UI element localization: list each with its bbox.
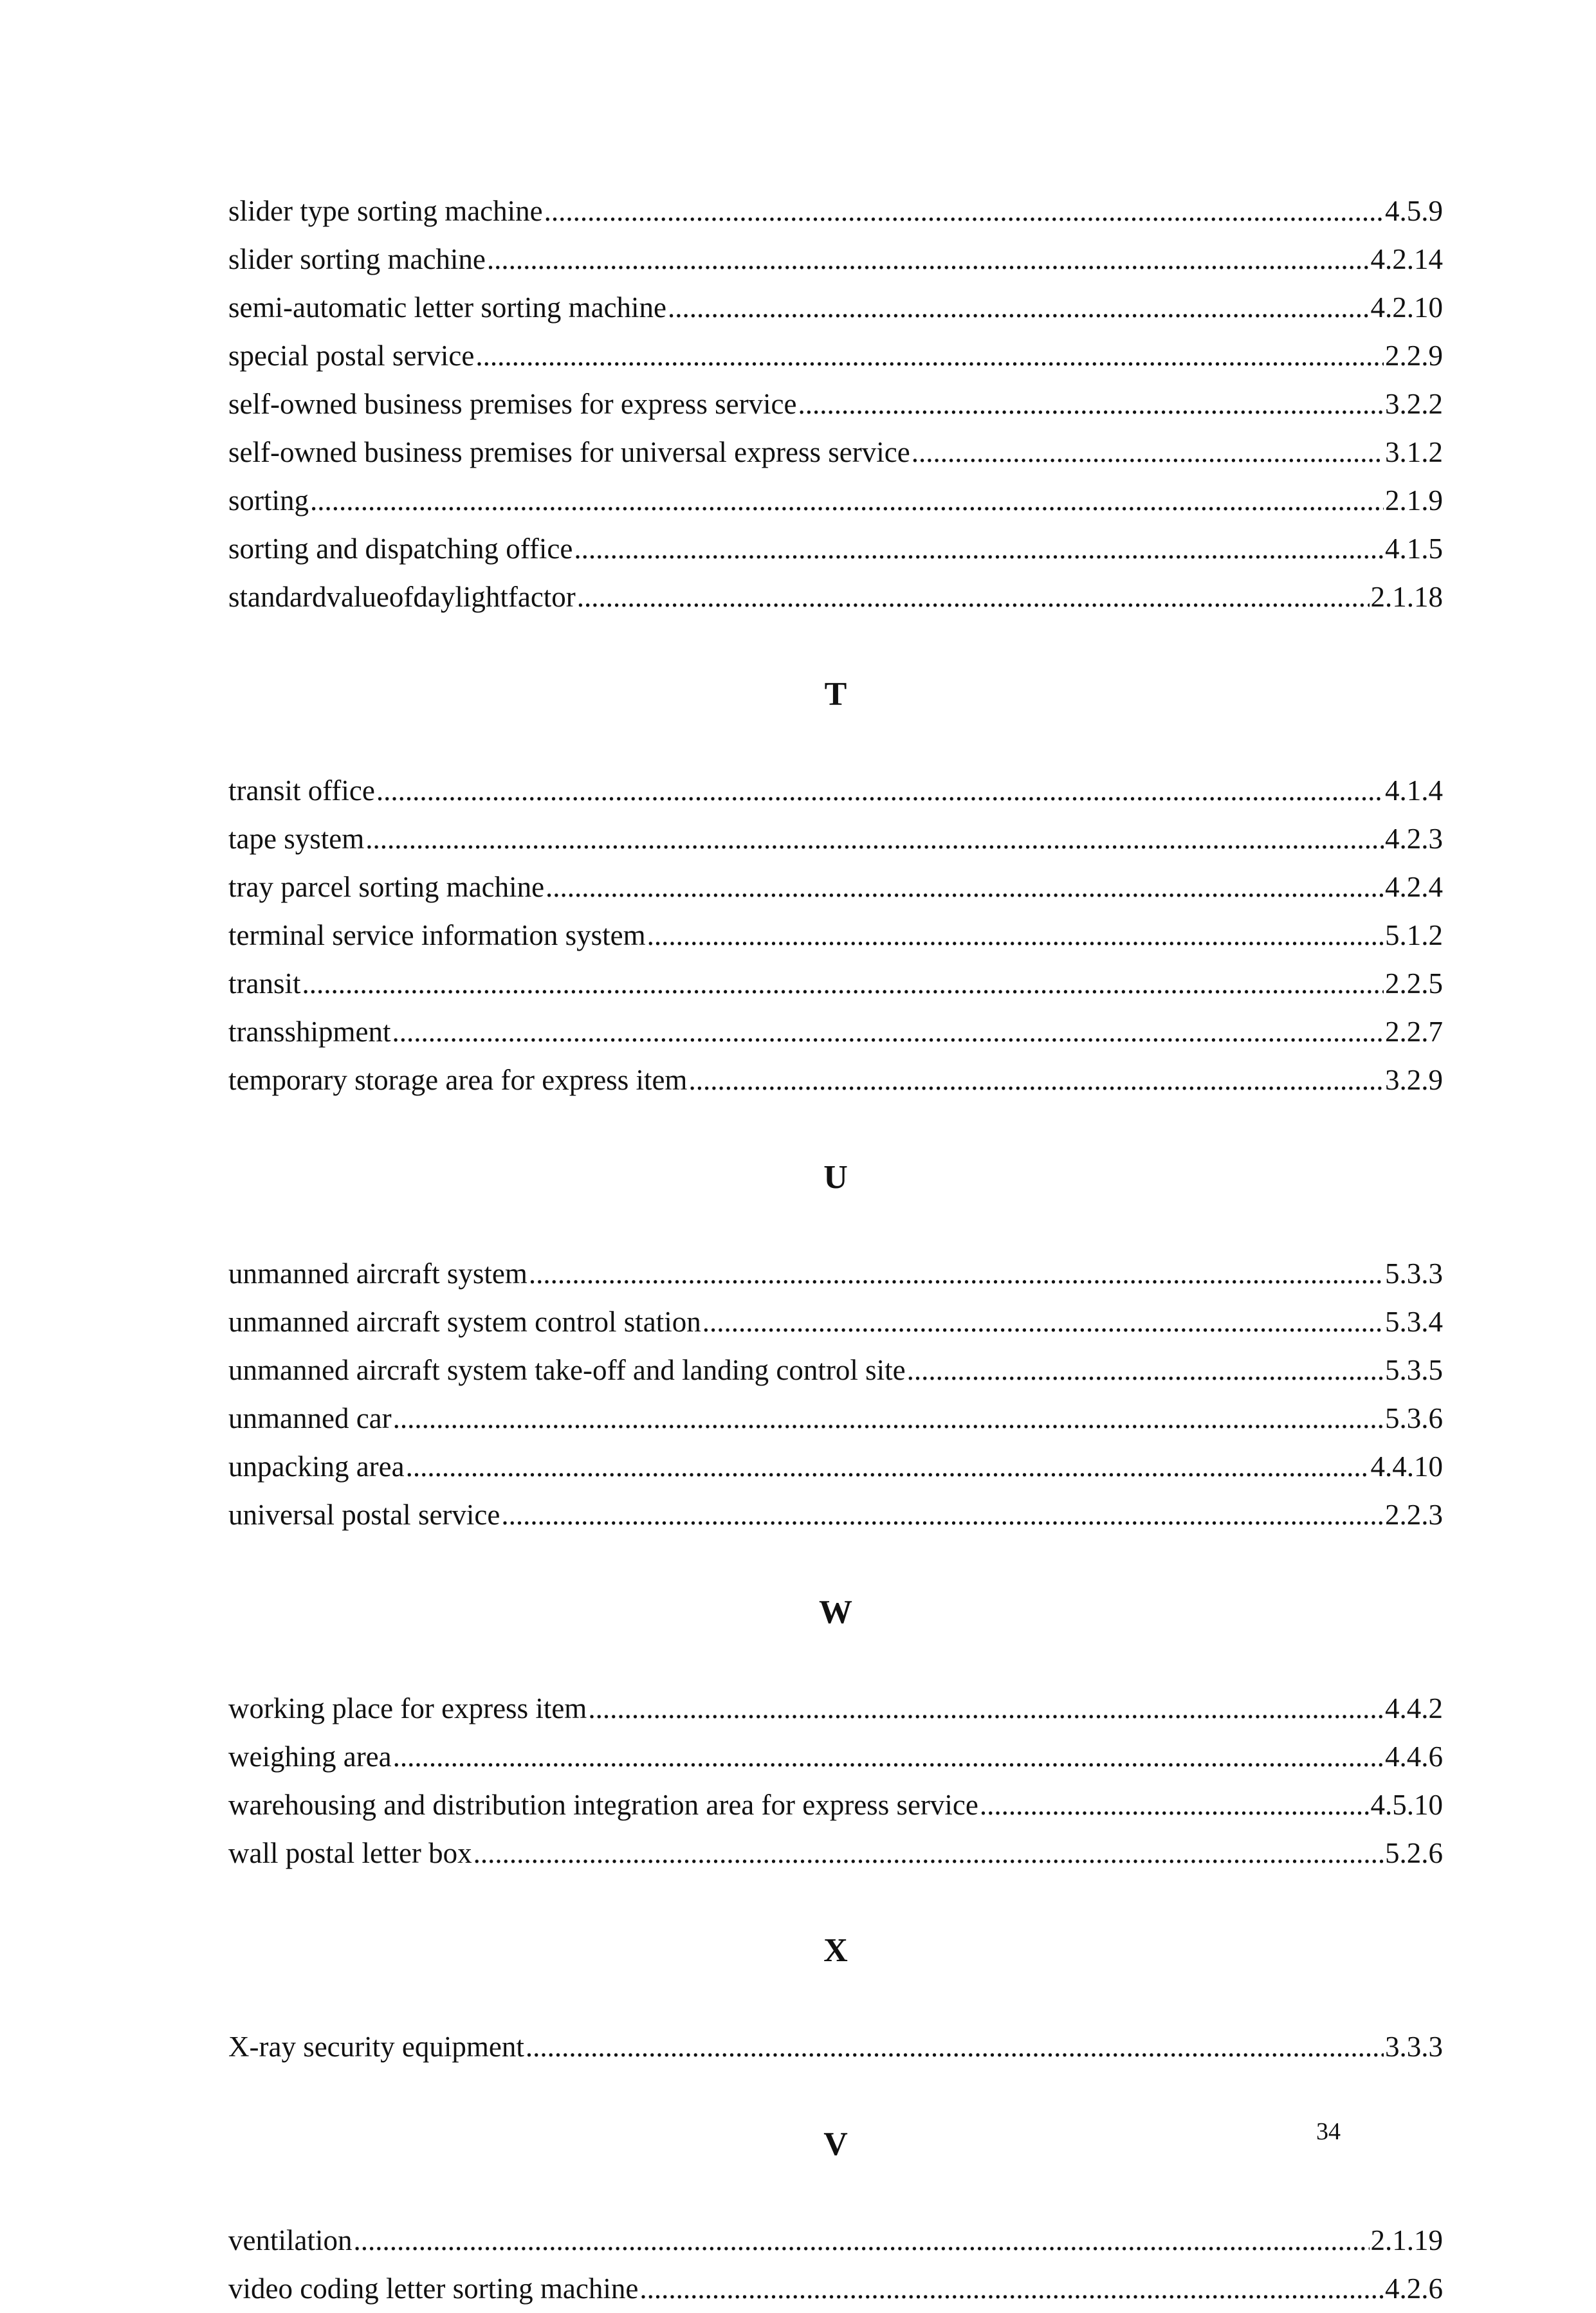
dot-leader: [544, 197, 1384, 226]
clause-number: 4.4.10: [1370, 1450, 1443, 1483]
clause-number: 4.5.10: [1370, 1789, 1443, 1821]
clause-number: 4.2.10: [1370, 291, 1443, 324]
clause-number: 4.4.6: [1385, 1741, 1443, 1773]
dot-leader: [501, 1501, 1384, 1530]
clause-number: 4.2.6: [1385, 2272, 1443, 2305]
clause-number: 5.3.4: [1385, 1306, 1443, 1338]
index-term: unpacking area: [228, 1450, 405, 1483]
dot-leader: [912, 438, 1384, 467]
dot-leader: [980, 1791, 1370, 1820]
section-letter-heading: T: [824, 675, 847, 713]
dot-leader: [475, 342, 1384, 370]
index-term: unmanned aircraft system control station: [228, 1306, 701, 1338]
dot-leader: [353, 2226, 1369, 2255]
dot-leader: [406, 1452, 1370, 1481]
index-term: slider type sorting machine: [228, 195, 543, 227]
index-section-x: [228, 1878, 1443, 2071]
index-term: transit: [228, 967, 301, 1000]
index-section-w: [228, 1539, 1443, 1878]
index-term: universal postal service: [228, 1499, 500, 1531]
index-entry: [228, 863, 1443, 911]
index-entry: [228, 1008, 1443, 1056]
section-letter-heading: X: [823, 1932, 848, 1969]
index-term: unmanned aircraft system take-off and landing control site: [228, 1354, 906, 1386]
dot-leader: [668, 293, 1369, 322]
index-term: sorting and dispatching office: [228, 533, 573, 565]
clause-number: 2.1.9: [1385, 484, 1443, 517]
index-term: semi-automatic letter sorting machine: [228, 291, 667, 324]
index-list: [228, 187, 1443, 2313]
index-entry: [228, 2217, 1443, 2265]
dot-leader: [376, 776, 1384, 805]
index-term: weighing area: [228, 1741, 392, 1773]
index-entry: [228, 1781, 1443, 1829]
index-entry: [228, 815, 1443, 863]
index-entry: [228, 1829, 1443, 1878]
index-term: wall postal letter box: [228, 1837, 472, 1869]
clause-number: 3.2.2: [1385, 388, 1443, 420]
dot-leader: [639, 2274, 1384, 2303]
dot-leader: [702, 1308, 1384, 1337]
clause-number: 2.2.3: [1385, 1499, 1443, 1531]
index-section-t: [228, 621, 1443, 1104]
index-entry: [228, 1491, 1443, 1539]
clause-number: 3.3.3: [1385, 2031, 1443, 2063]
clause-number: 2.1.18: [1370, 581, 1443, 613]
clause-number: 4.5.9: [1385, 195, 1443, 227]
clause-number: 4.2.4: [1385, 871, 1443, 903]
index-entry: [228, 1685, 1443, 1733]
clause-number: 5.3.3: [1385, 1257, 1443, 1290]
index-term: unmanned car: [228, 1402, 392, 1434]
clause-number: 2.2.5: [1385, 967, 1443, 1000]
dot-leader: [393, 1742, 1384, 1771]
index-term: unmanned aircraft system: [228, 1257, 527, 1290]
index-term: ventilation: [228, 2224, 353, 2256]
index-term: sorting: [228, 484, 309, 517]
index-entry: [228, 332, 1443, 380]
index-term: standardvalueofdaylightfactor: [228, 581, 576, 613]
index-entry: [228, 1298, 1443, 1346]
dot-leader: [393, 1404, 1384, 1433]
index-term: transshipment: [228, 1016, 391, 1048]
clause-number: 4.1.5: [1385, 533, 1443, 565]
clause-number: 4.2.14: [1370, 243, 1443, 275]
index-term: temporary storage area for express item: [228, 1064, 688, 1096]
clause-number: 2.1.19: [1370, 2224, 1443, 2256]
clause-number: 4.4.2: [1385, 1692, 1443, 1724]
clause-number: 3.1.2: [1385, 436, 1443, 468]
dot-leader: [647, 921, 1384, 950]
dot-leader: [688, 1066, 1384, 1095]
section-letter-heading: U: [823, 1158, 848, 1196]
index-entry: [228, 380, 1443, 428]
index-entry: [228, 1733, 1443, 1781]
index-entry: [228, 477, 1443, 525]
index-entry: [228, 187, 1443, 235]
dot-leader: [546, 873, 1384, 902]
index-term: special postal service: [228, 340, 475, 372]
clause-number: 5.3.5: [1385, 1354, 1443, 1386]
index-term: X-ray security equipment: [228, 2031, 524, 2063]
dot-leader: [473, 1839, 1384, 1868]
index-entry: [228, 1056, 1443, 1104]
clause-number: 2.2.7: [1385, 1016, 1443, 1048]
dot-leader: [526, 2033, 1384, 2062]
index-entry: [228, 960, 1443, 1008]
index-entry: [228, 911, 1443, 960]
index-entry: [228, 525, 1443, 573]
index-entry: [228, 2023, 1443, 2071]
clause-number: 5.2.6: [1385, 1837, 1443, 1869]
index-entry: [228, 284, 1443, 332]
dot-leader: [310, 486, 1384, 515]
index-entry: [228, 1250, 1443, 1298]
index-term: tray parcel sorting machine: [228, 871, 545, 903]
index-entry: [228, 1394, 1443, 1443]
clause-number: 3.2.9: [1385, 1064, 1443, 1096]
clause-number: 2.2.9: [1385, 340, 1443, 372]
dot-leader: [529, 1259, 1384, 1288]
dot-leader: [302, 969, 1384, 998]
dot-leader: [798, 390, 1384, 419]
index-term: working place for express item: [228, 1692, 587, 1724]
index-entry: [228, 767, 1443, 815]
dot-leader: [365, 825, 1384, 854]
dot-leader: [392, 1018, 1384, 1047]
dot-leader: [574, 535, 1384, 563]
clause-number: 4.2.3: [1385, 823, 1443, 855]
clause-number: 5.1.2: [1385, 919, 1443, 951]
index-term: terminal service information system: [228, 919, 646, 951]
index-term: video coding letter sorting machine: [228, 2272, 639, 2305]
dot-leader: [907, 1356, 1384, 1385]
page-number: 34: [1316, 2118, 1341, 2145]
index-section: [228, 187, 1443, 621]
clause-number: 5.3.6: [1385, 1402, 1443, 1434]
index-entry: [228, 2265, 1443, 2313]
index-entry: [228, 573, 1443, 621]
index-entry: [228, 235, 1443, 284]
dot-leader: [487, 245, 1370, 274]
dot-leader: [588, 1694, 1384, 1723]
dot-leader: [577, 583, 1370, 612]
index-term: warehousing and distribution integration area for express service: [228, 1789, 978, 1821]
index-section-v: [228, 2071, 1443, 2313]
index-entry: [228, 428, 1443, 477]
index-entry: [228, 1443, 1443, 1491]
index-section-u: [228, 1104, 1443, 1539]
index-term: transit office: [228, 774, 375, 807]
section-letter-heading: W: [819, 1593, 852, 1631]
index-term: self-owned business premises for express service: [228, 388, 797, 420]
index-term: self-owned business premises for universal express service: [228, 436, 910, 468]
index-term: slider sorting machine: [228, 243, 486, 275]
index-term: tape system: [228, 823, 365, 855]
clause-number: 4.1.4: [1385, 774, 1443, 807]
index-entry: [228, 1346, 1443, 1394]
section-letter-heading: V: [823, 2125, 848, 2162]
